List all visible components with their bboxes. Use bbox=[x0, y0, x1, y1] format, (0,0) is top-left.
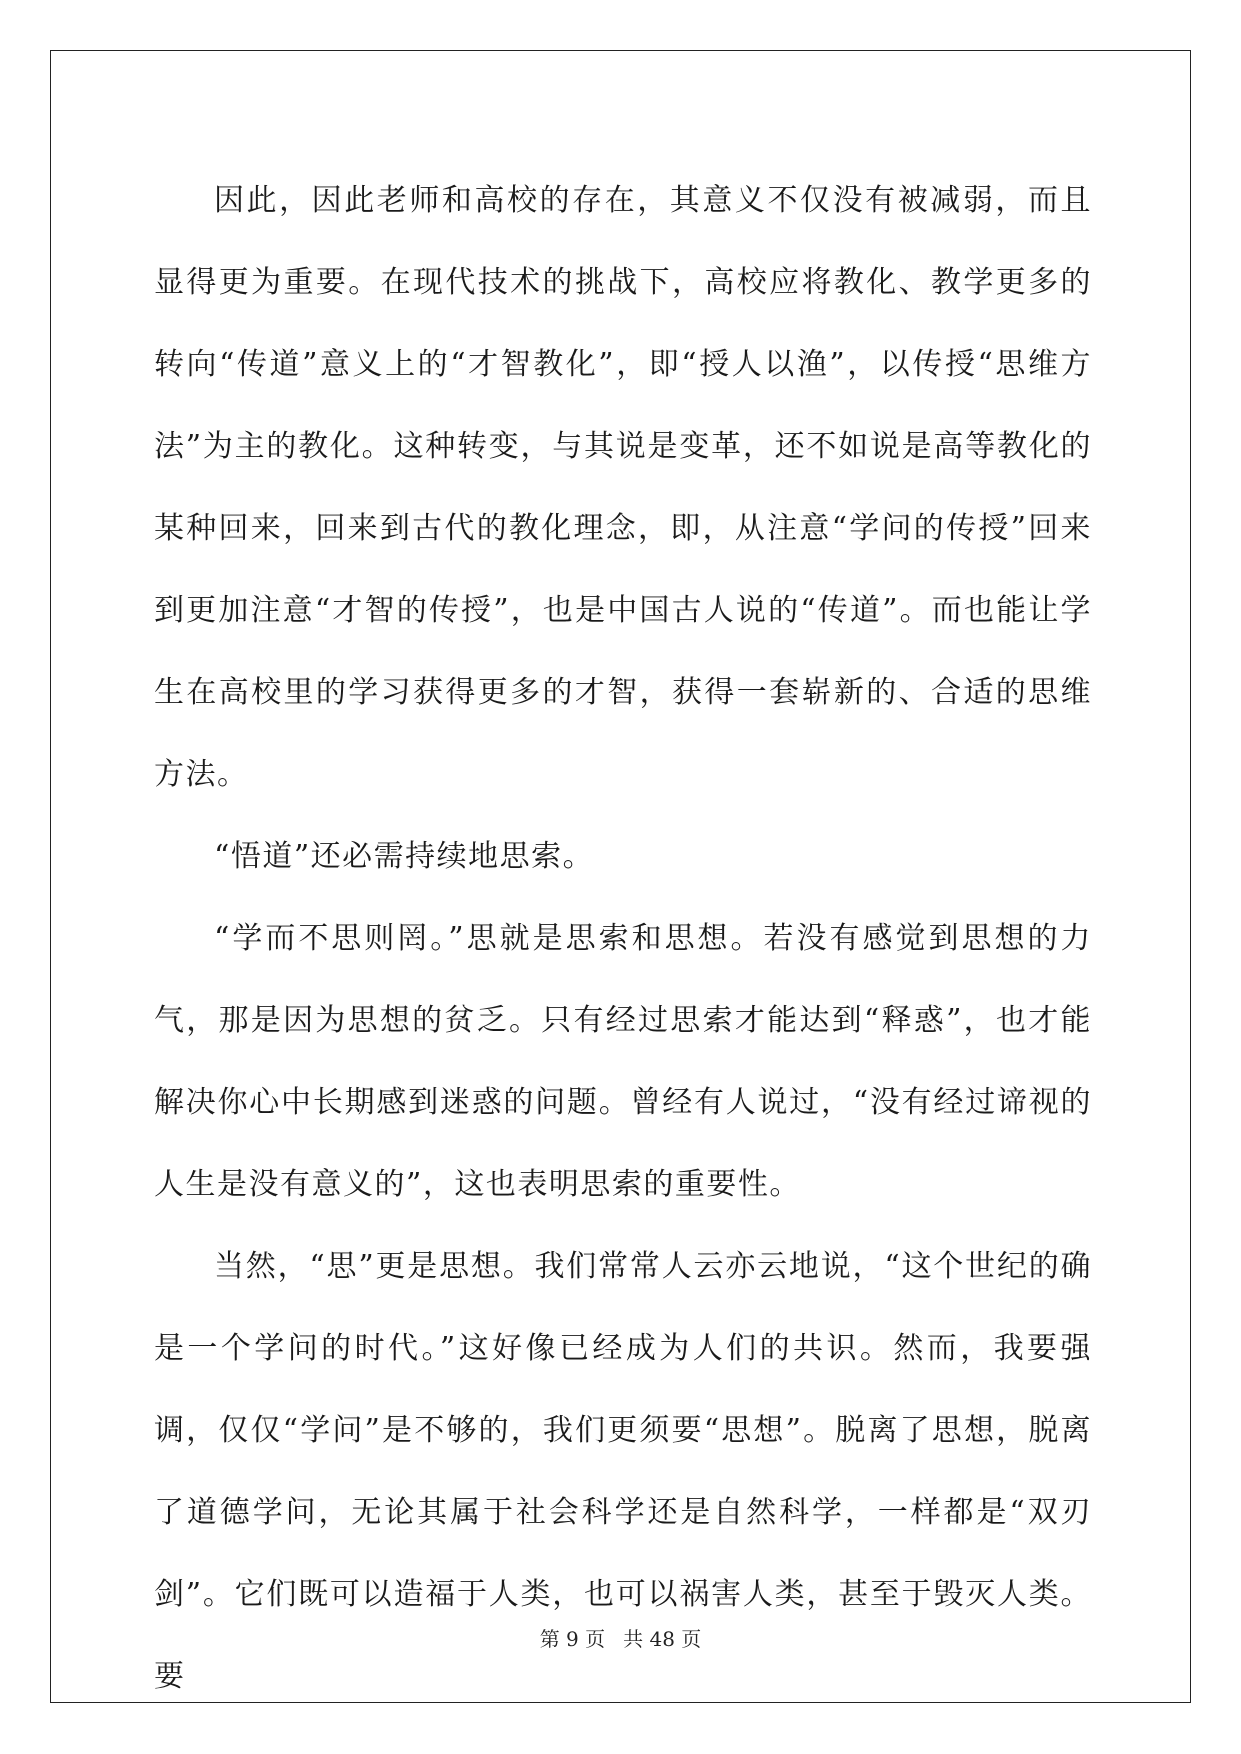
page-total: 共 48 页 bbox=[623, 1627, 702, 1651]
paragraph-4: 当然，“思”更是思想。我们常常人云亦云地说，“这个世纪的确是一个学问的时代。”这好像已经成为人们的共识。然而，我要强调，仅仅“学问”是不够的，我们更须要“思想”。脱离了思想，脱离了道德学问，无论其属于社会科学还是自然科学，一样都是“双刃剑”。它们既可以造福于人类，也可以祸害人类，甚至于毁灭人类。要 bbox=[154, 1249, 1092, 1694]
page-number: 第 9 页 bbox=[539, 1627, 606, 1651]
paragraph-1: 因此，因此老师和高校的存在，其意义不仅没有被减弱，而且显得更为重要。在现代技术的挑战下，高校应将教化、教学更多的转向“传道”意义上的“才智教化”，即“授人以渔”，以传授“思维方法”为主的教化。这种转变，与其说是变革，还不如说是高等教化的某种回来，回来到古代的教化理念，即，从注意“学问的传授”回来到更加注意“才智的传授”，也是中国古人说的“传道”。而也能让学生在高校里的学习获得更多的才智，获得一套崭新的、合适的思维方法。 bbox=[154, 183, 1092, 792]
document-body bbox=[154, 160, 1092, 1718]
page-footer bbox=[0, 1627, 1241, 1651]
paragraph-3: “学而不思则罔。”思就是思索和思想。若没有感觉到思想的力气，那是因为思想的贫乏。只有经过思索才能达到“释惑”，也才能解决你心中长期感到迷惑的问题。曾经有人说过，“没有经过谛视的人生是没有意义的”，这也表明思索的重要性。 bbox=[154, 921, 1092, 1202]
paragraph-2: “悟道”还必需持续地思索。 bbox=[214, 839, 595, 874]
